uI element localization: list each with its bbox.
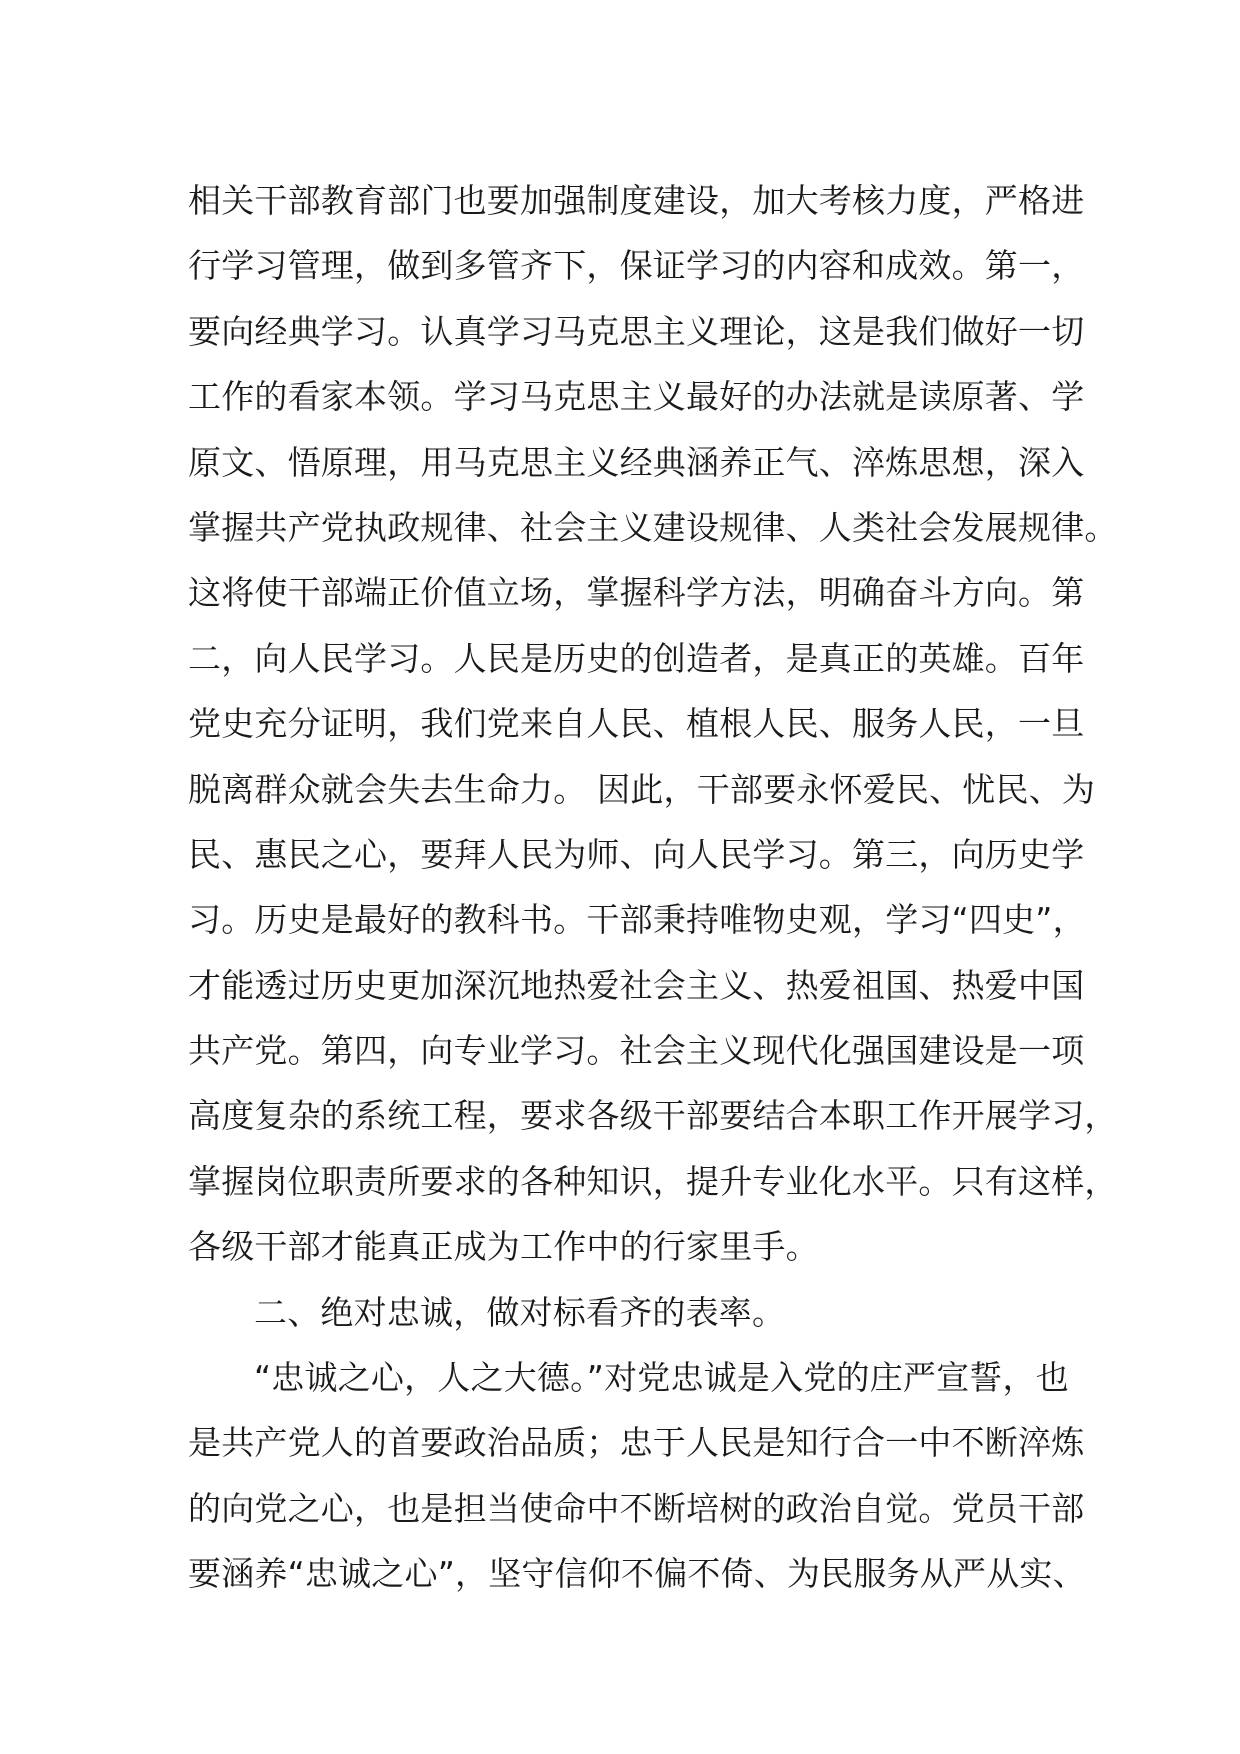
text-line: 要涵养“忠诚之心”，坚守信仰不偏不倚、为民服务从严从实、	[188, 1554, 1086, 1594]
section-heading: 二、绝对忠诚，做对标看齐的表率。	[254, 1292, 786, 1332]
text-line: 行学习管理，做到多管齐下，保证学习的内容和成效。第一，	[188, 246, 1085, 286]
text-line: 是共产党人的首要政治品质；忠于人民是知行合一中不断淬炼	[188, 1423, 1085, 1463]
text-line: 党史充分证明，我们党来自人民、植根人民、服务人民，一旦	[188, 704, 1085, 744]
body-text	[188, 168, 1118, 1607]
text-line: 民、惠民之心，要拜人民为师、向人民学习。第三，向历史学	[188, 834, 1085, 874]
text-line: 原文、悟原理，用马克思主义经典涵养正气、淬炼思想，深入	[188, 442, 1085, 482]
text-line: “忠诚之心，人之大德。”对党忠诚是入党的庄严宣誓，也	[254, 1358, 1069, 1398]
text-line: 高度复杂的系统工程，要求各级干部要结合本职工作开展学习，	[188, 1096, 1118, 1136]
text-line: 掌握岗位职责所要求的各种知识，提升专业化水平。只有这样，	[188, 1161, 1118, 1201]
text-line: 相关干部教育部门也要加强制度建设，加大考核力度，严格进	[188, 181, 1085, 220]
text-line: 掌握共产党执政规律、社会主义建设规律、人类社会发展规律。	[188, 507, 1118, 547]
text-line: 脱离群众就会失去生命力。 因此，干部要永怀爱民、忧民、为	[188, 769, 1096, 809]
text-line: 这将使干部端正价值立场，掌握科学方法，明确奋斗方向。第	[188, 573, 1085, 613]
text-line: 共产党。第四，向专业学习。社会主义现代化强国建设是一项	[188, 1031, 1085, 1071]
text-line: 二，向人民学习。人民是历史的创造者，是真正的英雄。百年	[188, 638, 1085, 678]
text-line: 才能透过历史更加深沉地热爱社会主义、热爱祖国、热爱中国	[188, 965, 1085, 1005]
text-line: 要向经典学习。认真学习马克思主义理论，这是我们做好一切	[188, 311, 1085, 351]
text-line: 工作的看家本领。学习马克思主义最好的办法就是读原著、学	[188, 377, 1085, 417]
text-line: 习。历史是最好的教科书。干部秉持唯物史观，学习“四史”，	[188, 900, 1086, 940]
text-line: 各级干部才能真正成为工作中的行家里手。	[188, 1227, 819, 1267]
text-line: 的向党之心，也是担当使命中不断培树的政治自觉。党员干部	[188, 1488, 1085, 1528]
